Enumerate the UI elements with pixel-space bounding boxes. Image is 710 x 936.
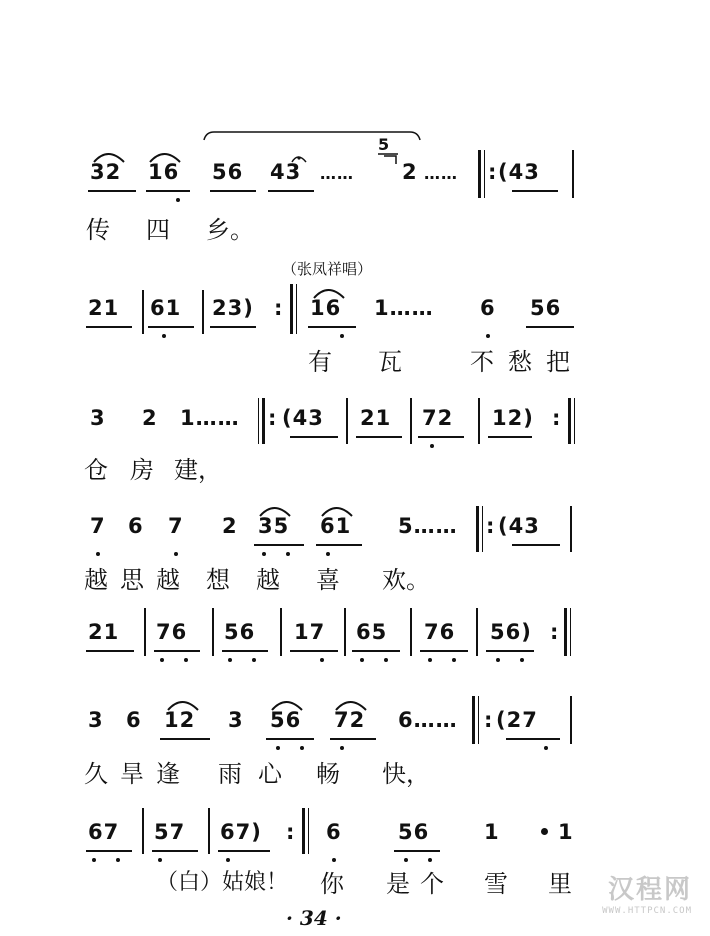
tie-slur bbox=[336, 702, 366, 710]
tie-slur bbox=[168, 702, 198, 710]
lyric: 是 bbox=[386, 870, 410, 898]
grace-note: 5 bbox=[378, 135, 391, 154]
lyric: 愁 bbox=[508, 348, 532, 376]
note-group: 21 bbox=[88, 620, 120, 644]
tie-slur bbox=[150, 154, 180, 162]
note-group: 65 bbox=[356, 620, 388, 644]
note-group: 6 bbox=[480, 296, 496, 320]
note-group: 76 bbox=[424, 620, 456, 644]
note-group: 12 bbox=[164, 708, 196, 732]
phrase-slur bbox=[204, 132, 420, 140]
lyric: 思 bbox=[120, 566, 144, 594]
page-number: · 34 · bbox=[286, 906, 342, 930]
note-group: (43 bbox=[498, 160, 540, 184]
note-group: (43 bbox=[282, 406, 324, 430]
note-group: 6 bbox=[128, 514, 144, 538]
note-group: 7 bbox=[90, 514, 106, 538]
lyric: 你 bbox=[320, 870, 344, 898]
dots-extension: …… bbox=[320, 164, 354, 183]
lyric: 喜 bbox=[316, 566, 340, 594]
lyric: 雨 bbox=[218, 760, 242, 788]
note-group: 23) bbox=[212, 296, 254, 320]
note-group: 72 bbox=[422, 406, 454, 430]
dots-extension: …… bbox=[424, 164, 458, 183]
note-group: 3 bbox=[228, 708, 244, 732]
lyric: 雪 bbox=[484, 870, 508, 898]
repeat-colon: : bbox=[286, 820, 296, 844]
lyric: 越 bbox=[256, 566, 280, 594]
lyric: 房 bbox=[130, 456, 154, 484]
note-group: 1 bbox=[484, 820, 500, 844]
lyric: 逢 bbox=[156, 760, 180, 788]
note-group: 61 bbox=[320, 514, 352, 538]
repeat-colon: : bbox=[268, 406, 278, 430]
lyric: 畅 bbox=[316, 760, 340, 788]
repeat-colon: : bbox=[486, 514, 496, 538]
note-group: 56) bbox=[490, 620, 532, 644]
note-group: 56 bbox=[530, 296, 562, 320]
note-group: 35 bbox=[258, 514, 290, 538]
note-group: 21 bbox=[360, 406, 392, 430]
note-group: 17 bbox=[294, 620, 326, 644]
note-group: 6 bbox=[126, 708, 142, 732]
note-group: 3 bbox=[90, 406, 106, 430]
note-group: 1…… bbox=[180, 406, 240, 430]
note-group: 7 bbox=[168, 514, 184, 538]
note-group: 57 bbox=[154, 820, 186, 844]
lyric: 久 bbox=[84, 760, 108, 788]
note-group: 16 bbox=[310, 296, 342, 320]
note-group: 1…… bbox=[374, 296, 434, 320]
grace-line bbox=[384, 156, 396, 164]
note-group: 32 bbox=[90, 160, 122, 184]
tie-slur bbox=[314, 290, 344, 298]
lyric: 仓 bbox=[84, 456, 108, 484]
lyric: 不 bbox=[470, 348, 494, 376]
note-group: 1 bbox=[558, 820, 574, 844]
note-group: 2 bbox=[142, 406, 158, 430]
note-group: 61 bbox=[150, 296, 182, 320]
lyric: 乡。 bbox=[206, 216, 254, 244]
lyric: 四 bbox=[146, 216, 170, 244]
lyric: 欢。 bbox=[382, 566, 430, 594]
tie-slur bbox=[322, 508, 352, 516]
lyric: 有 bbox=[308, 348, 332, 376]
note-group: 56 bbox=[270, 708, 302, 732]
watermark-url: WWW.HTTPCN.COM bbox=[602, 906, 692, 916]
lyric: 把 bbox=[546, 348, 570, 376]
note-group: 2 bbox=[402, 160, 418, 184]
note-group: 12) bbox=[492, 406, 534, 430]
note-group: 56 bbox=[398, 820, 430, 844]
note-group: 6…… bbox=[398, 708, 458, 732]
repeat-colon: : bbox=[488, 160, 498, 184]
watermark bbox=[602, 869, 692, 916]
note-group: 5…… bbox=[398, 514, 458, 538]
note-group: 2 bbox=[222, 514, 238, 538]
lyric: 建， bbox=[174, 456, 222, 484]
tie-slur bbox=[260, 508, 290, 516]
lyric: 越 bbox=[156, 566, 180, 594]
singer-credit: （张凤祥唱） bbox=[282, 260, 373, 278]
tie-slur bbox=[272, 702, 302, 710]
repeat-colon: : bbox=[550, 620, 560, 644]
lyric: 旱 bbox=[120, 760, 144, 788]
note-group: 43 bbox=[270, 160, 302, 184]
note-group: 21 bbox=[88, 296, 120, 320]
note-group: 76 bbox=[156, 620, 188, 644]
note-group: 6 bbox=[326, 820, 342, 844]
watermark-logo: 汉程网 bbox=[607, 875, 692, 905]
repeat-colon: : bbox=[274, 296, 284, 320]
repeat-colon: : bbox=[552, 406, 562, 430]
note-group: (27 bbox=[496, 708, 538, 732]
note-group: (43 bbox=[498, 514, 540, 538]
lyric: 里 bbox=[548, 870, 572, 898]
note-group: 16 bbox=[148, 160, 180, 184]
lyric: 传 bbox=[86, 216, 110, 244]
lyric: 瓦 bbox=[378, 348, 402, 376]
note-group: 56 bbox=[224, 620, 256, 644]
lyric: 越 bbox=[84, 566, 108, 594]
note-group: 3 bbox=[88, 708, 104, 732]
note-group: 56 bbox=[212, 160, 244, 184]
note-group: 67 bbox=[88, 820, 120, 844]
tie-slur bbox=[94, 154, 124, 162]
spoken-cue: （白）姑娘！ bbox=[156, 870, 289, 895]
lyric: 想 bbox=[206, 566, 230, 594]
lyric: 心 bbox=[258, 760, 282, 788]
lyric: 快， bbox=[382, 760, 430, 788]
lyric: 个 bbox=[420, 870, 444, 898]
repeat-colon: : bbox=[484, 708, 494, 732]
note-group: 67) bbox=[220, 820, 262, 844]
note-group: 72 bbox=[334, 708, 366, 732]
fermata-dot bbox=[297, 156, 300, 159]
